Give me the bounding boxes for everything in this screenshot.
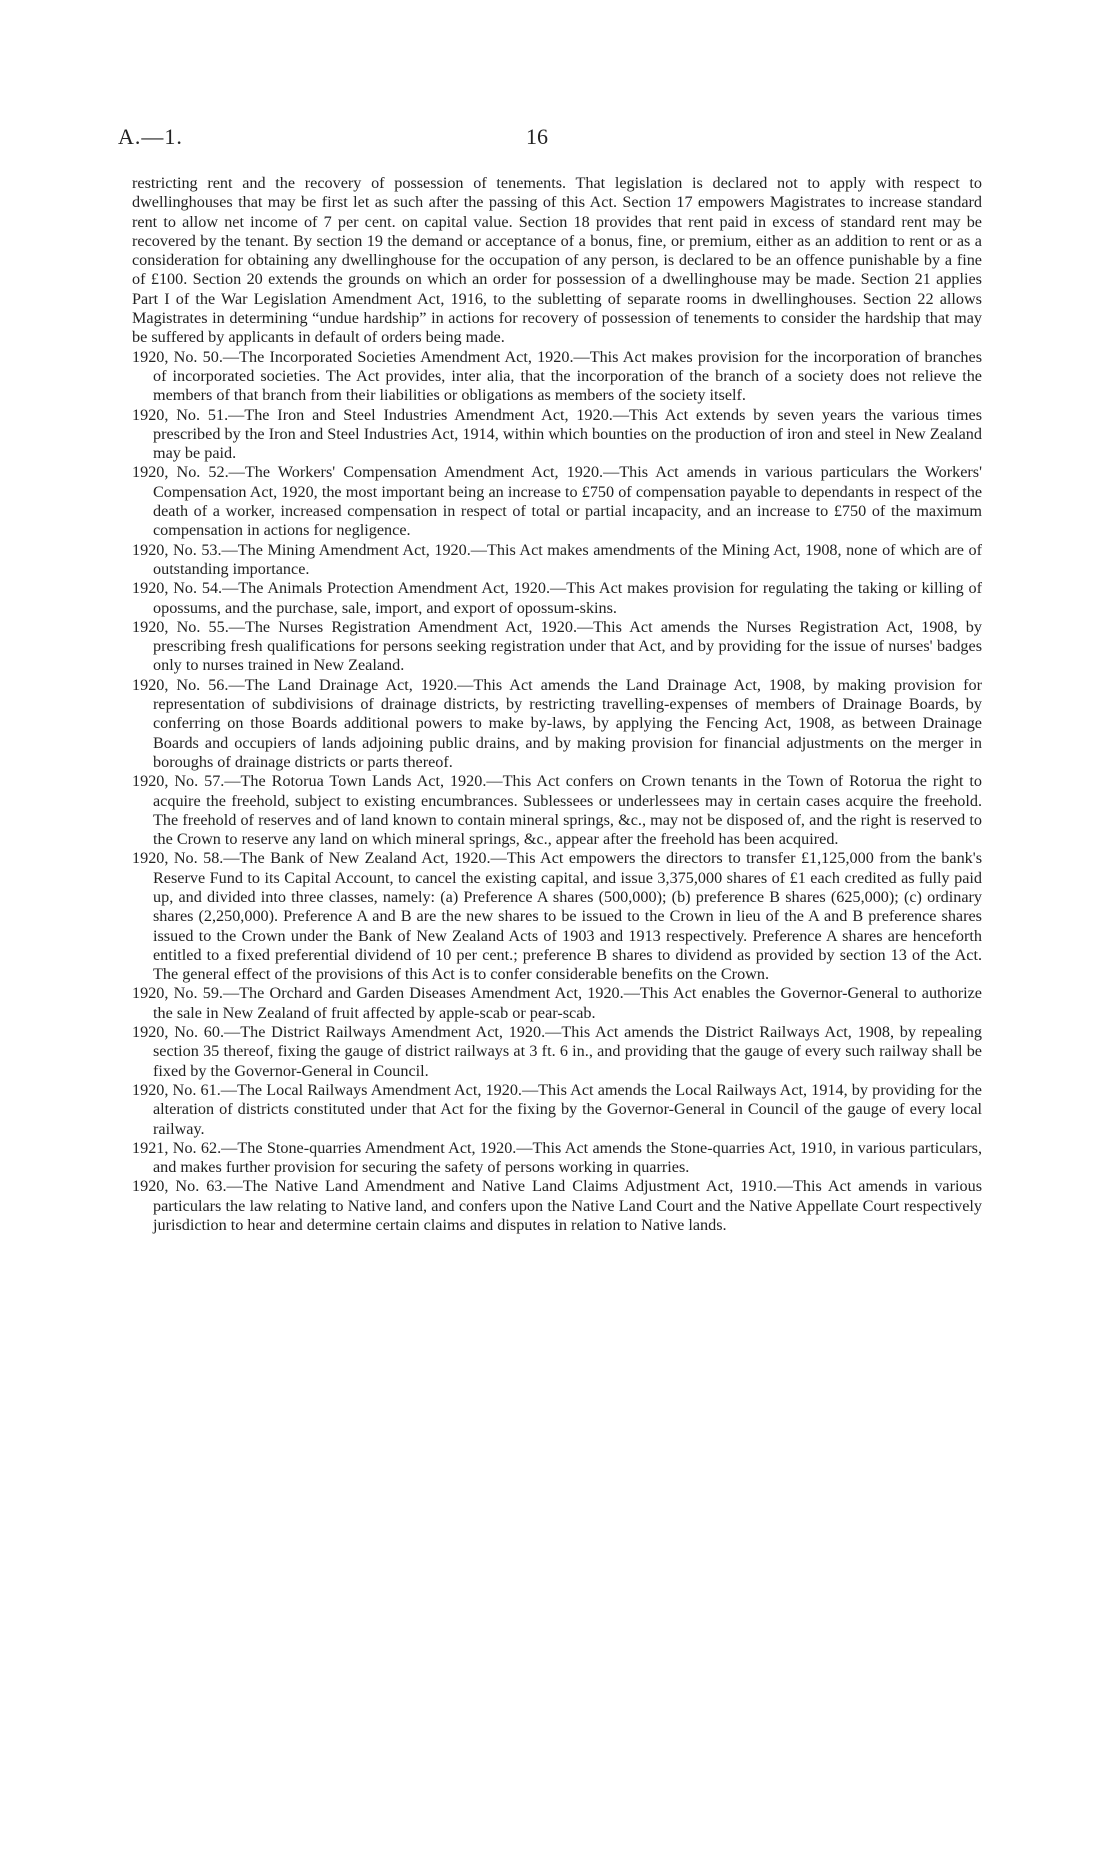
act-entry-no-58: 1920, No. 58.—The Bank of New Zealand Act, 1920.—This Act empowers the directors to transfer £1,125,000 from the bank's Reserve Fund to its Capital Account, to cancel the existing capital, and issue 3,375,000 shares of £1 each credited as fully paid up, and divided into three classes, namely: (a) Preference A shares (500,000); (b) preference B shares (625,000); (c) ordinary shares (2,250,000). Preference A and B are the new shares to be issued to the Crown in lieu of the A and B preference shares issued to the Crown under the Bank of New Zealand Acts of 1903 and 1913 respectively. Preference A shares are henceforth entitled to a fixed preferential dividend of 10 per cent.; preference B shares to dividend as provided by section 13 of the Act. The general effect of the provisions of this Act is to confer considerable benefits on the Crown. (132, 849, 982, 984)
document-reference: A.—1. (118, 124, 183, 149)
act-entry-no-60: 1920, No. 60.—The District Railways Amendment Act, 1920.—This Act amends the District Railways Act, 1908, by repealing section 35 thereof, fixing the gauge of district railways at 3 ft. 6 in., and providing that the gauge of every such railway shall be fixed by the Governor-General in Council. (132, 1023, 982, 1080)
page-number: 16 (526, 124, 548, 149)
act-entry-no-59: 1920, No. 59.—The Orchard and Garden Diseases Amendment Act, 1920.—This Act enables the Governor-General to authorize the sale in New Zealand of fruit affected by apple-scab or pear-scab. (132, 984, 982, 1022)
act-entry-no-50: 1920, No. 50.—The Incorporated Societies Amendment Act, 1920.—This Act makes provision for the incorporation of branches of incorporated societies. The Act provides, inter alia, that the incorporation of the branch of a society does not relieve the members of that branch from their liabilities or obligations as members of the society itself. (132, 347, 982, 405)
page-header (118, 124, 998, 154)
act-entry-no-57: 1920, No. 57.—The Rotorua Town Lands Act, 1920.—This Act confers on Crown tenants in the Town of Rotorua the right to acquire the freehold, subject to existing encumbrances. Sublessees or underlessees may in certain cases acquire the freehold. The freehold of reserves and of land known to contain mineral springs, &c., may not be disposed of, and the right is reserved to the Crown to reserve any land on which mineral springs, &c., appear after the freehold has been acquired. (132, 772, 982, 849)
act-entry-no-53: 1920, No. 53.—The Mining Amendment Act, 1920.—This Act makes amendments of the Mining Act, 1908, none of which are of outstanding importance. (132, 540, 982, 578)
act-entry-no-54: 1920, No. 54.—The Animals Protection Amendment Act, 1920.—This Act makes provision for regulating the taking or killing of opossums, and the purchase, sale, import, and export of opossum-skins. (132, 579, 982, 617)
act-entry-no-52: 1920, No. 52.—The Workers' Compensation Amendment Act, 1920.—This Act amends in various particulars the Workers' Compensation Act, 1920, the most important being an increase to £750 of compensation payable to dependants in respect of the death of a worker, increased compensation in respect of total or partial incapacity, and an increase to £750 of the maximum compensation in actions for negligence. (132, 463, 982, 540)
act-entry-no-63: 1920, No. 63.—The Native Land Amendment and Native Land Claims Adjustment Act, 1910.—This Act amends in various particulars the law relating to Native land, and confers upon the Native Land Court and the Native Appellate Court respectively jurisdiction to hear and determine certain claims and disputes in relation to Native lands. (132, 1177, 982, 1235)
act-entry-no-51: 1920, No. 51.—The Iron and Steel Industries Amendment Act, 1920.—This Act extends by seven years the various times prescribed by the Iron and Steel Industries Act, 1914, within which bounties on the production of iron and steel in New Zealand may be paid. (132, 405, 982, 463)
body-text (132, 174, 982, 1235)
act-entry-no-62: 1921, No. 62.—The Stone-quarries Amendment Act, 1920.—This Act amends the Stone-quarries Act, 1910, in various particulars, and makes further provision for securing the safety of persons working in quarries. (132, 1138, 982, 1177)
act-entry-no-55: 1920, No. 55.—The Nurses Registration Amendment Act, 1920.—This Act amends the Nurses Registration Act, 1908, by prescribing fresh qualifications for persons seeking registration under that Act, and by providing for the issue of nurses' badges only to nurses trained in New Zealand. (132, 617, 982, 675)
act-entry-no-61: 1920, No. 61.—The Local Railways Amendment Act, 1920.—This Act amends the Local Railways Act, 1914, by providing for the alteration of districts constituted under that Act for the fixing by the Governor-General in Council of the gauge of every local railway. (132, 1080, 982, 1138)
act-entry-no-56: 1920, No. 56.—The Land Drainage Act, 1920.—This Act amends the Land Drainage Act, 1908, by making provision for representation of subdivisions of drainage districts, by restricting travelling-expenses of members of Drainage Boards, by conferring on those Boards additional powers to make by-laws, by applying the Fencing Act, 1908, as between Drainage Boards and occupiers of lands adjoining public drains, and by making provision for financial adjustments on the merger in boroughs of drainage districts or parts thereof. (132, 675, 982, 771)
intro-paragraph: restricting rent and the recovery of possession of tenements. That legislation is declared not to apply with respect to dwellinghouses that may be first let as such after the passing of this Act. Section 17 empowers Magistrates to increase standard rent to allow net income of 7 per cent. on capital value. Section 18 provides that rent paid in excess of standard rent may be recovered by the tenant. By section 19 the demand or acceptance of a bonus, fine, or premium, either as an addition to rent or as a consideration for obtaining any dwellinghouse for the occupation of any person, is declared to be an offence punishable by a fine of £100. Section 20 extends the grounds on which an order for possession of a dwellinghouse may be made. Section 21 applies Part I of the War Legislation Amendment Act, 1916, to the subletting of separate rooms in dwellinghouses. Section 22 allows Magistrates in determining “undue hardship” in actions for recovery of possession of tenements to consider the hardship that may be suffered by applicants in default of orders being made. (132, 174, 982, 347)
